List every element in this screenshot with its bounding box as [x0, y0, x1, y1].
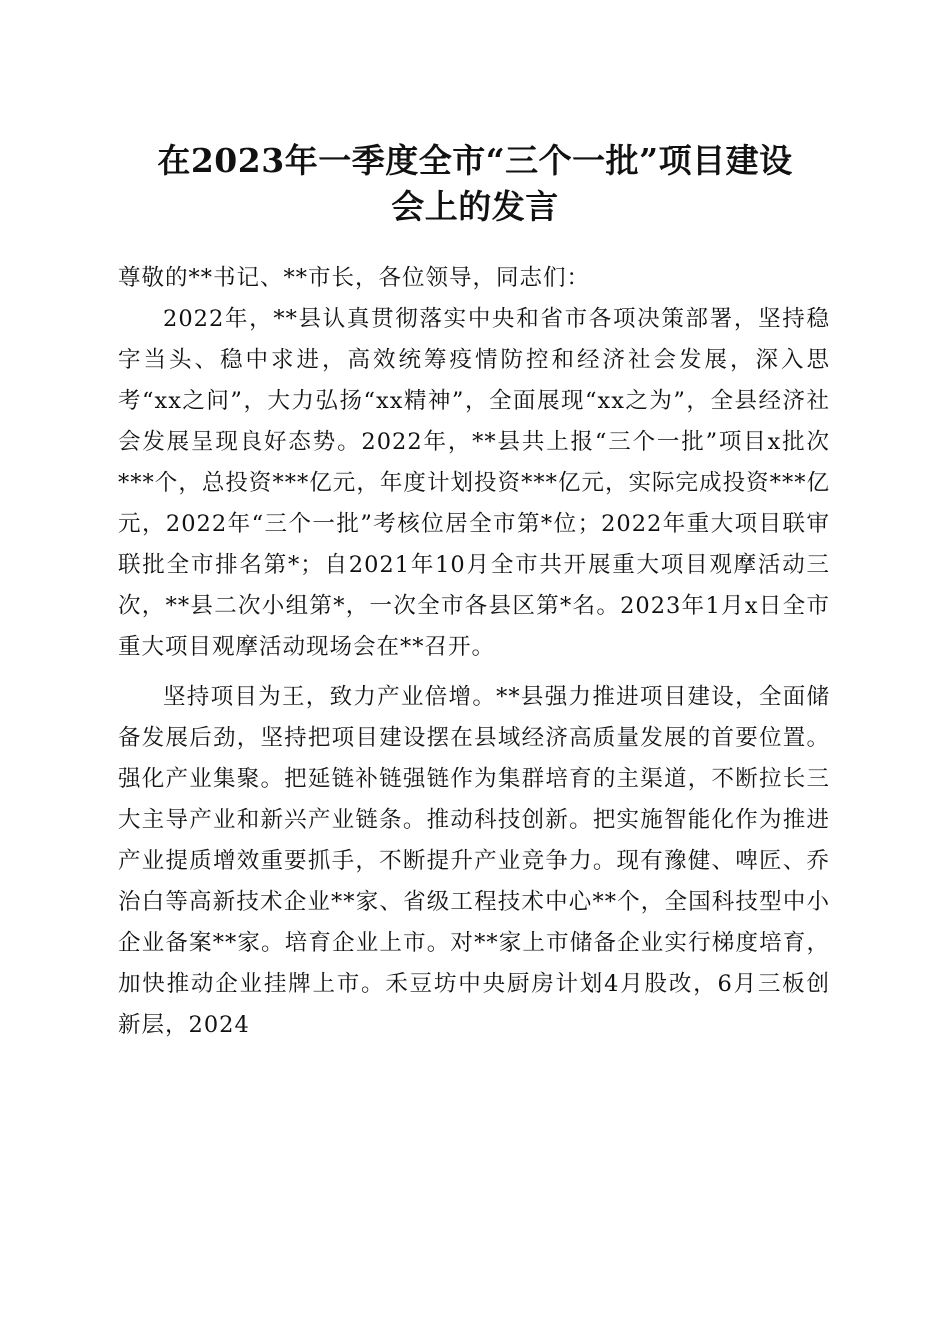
paragraph-2: 坚持项目为王，致力产业倍增。**县强力推进项目建设，全面储备发展后劲，坚持把项目建设摆在县域经济高质量发展的首要位置。强化产业集聚。把延链补链强链作为集群培育的主渠道，不断拉长三大主导产业和新兴产业链条。推动科技创新。把实施智能化作为推进产业提质增效重要抓手，不断提升产业竞争力。现有豫健、啤匠、乔治白等高新技术企业**家、省级工程技术中心**个，全国科技型中小企业备案**家。培育企业上市。对**家上市储备企业实行梯度培育，加快推动企业挂牌上市。禾豆坊中央厨房计划4月股改，6月三板创新层，2024: [118, 684, 830, 1038]
paragraph-1: 2022年，**县认真贯彻落实中央和省市各项决策部署，坚持稳字当头、稳中求进，高效统筹疫情防控和经济社会发展，深入思考“xx之问”，大力弘扬“xx精神”，全面展现“xx之为”，全县经济社会发展呈现良好态势。2022年，**县共上报“三个一批”项目x批次***个，总投资***亿元，年度计划投资***亿元，实际完成投资***亿元，2022年“三个一批”考核位居全市第*位；2022年重大项目联审联批全市排名第*；自2021年10月全市共开展重大项目观摩活动三次，**县二次小组第*，一次全市各县区第*名。2023年1月x日全市重大项目观摩活动现场会在**召开。: [118, 306, 830, 660]
title-line-2: 会上的发言: [391, 187, 559, 226]
title-line-1: 在2023年一季度全市“三个一批”项目建设: [157, 141, 793, 180]
document-title: [110, 138, 840, 230]
document-body: [118, 258, 830, 1046]
salutation: 尊敬的**书记、**市长，各位领导，同志们：: [118, 265, 591, 291]
